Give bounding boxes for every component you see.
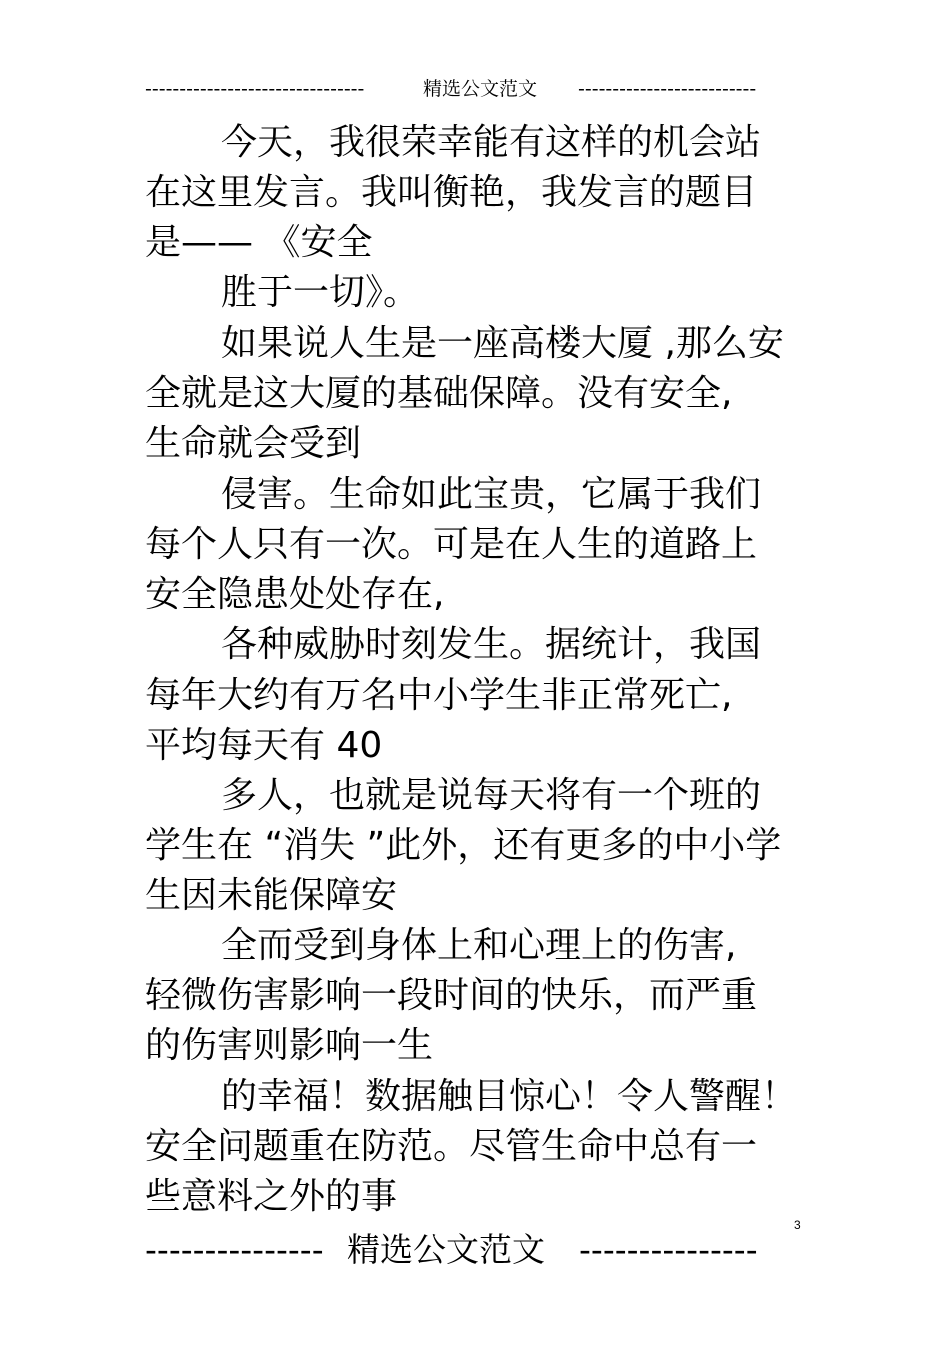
text-line: 各种威胁时刻发生。据统计，我国 [221,624,762,665]
text-line: 的伤害则影响一生 [145,1025,434,1066]
text-line: 全而受到身体上和心理上的伤害, [221,925,737,966]
header-title: 精选公文范文 [423,78,538,100]
footer-dashes-right: --------------- [579,1230,758,1269]
text-line: 今天，我很荣幸能有这样的机会站 [221,122,762,163]
text-line: 如果说人生是一座高楼大厦 ,那么安 [221,323,784,364]
text-line: 生因未能保障安 [145,875,398,916]
text-line: 是—— 《安全 [145,222,373,263]
page-footer [145,1228,785,1272]
text-line: 每个人只有一次。可是在人生的道路上 [145,524,758,565]
text-line: 平均每天有 40 [145,725,383,766]
page-number: 3 [794,1218,801,1232]
text-line: 些意料之外的事 [145,1176,398,1217]
text-line: 安全问题重在防范。尽管生命中总有一 [145,1126,758,1167]
footer-dashes-left: --------------- [145,1230,324,1269]
header-dashes-left: -------------------------------- [145,78,365,100]
header-dashes-right: -------------------------- [578,78,757,100]
page-header [145,76,775,102]
text-line: 多人，也就是说每天将有一个班的 [221,775,762,816]
text-line: 侵害。生命如此宝贵，它属于我们 [221,474,762,515]
text-line: 每年大约有万名中小学生非正常死亡, [145,675,733,716]
text-line: 生命就会受到 [145,423,362,464]
text-line: 的幸福！数据触目惊心！令人警醒！ [221,1076,798,1117]
text-line: 轻微伤害影响一段时间的快乐，而严重 [145,975,758,1016]
text-line: 胜于一切》。 [221,272,420,313]
text-line: 学生在 “消失 ”此外，还有更多的中小学 [145,825,782,866]
text-line: 安全隐患处处存在, [145,574,445,615]
footer-title: 精选公文范文 [347,1230,545,1269]
text-line: 在这里发言。我叫衡艳，我发言的题目 [145,172,758,213]
text-line: 全就是这大厦的基础保障。没有安全, [145,373,733,414]
